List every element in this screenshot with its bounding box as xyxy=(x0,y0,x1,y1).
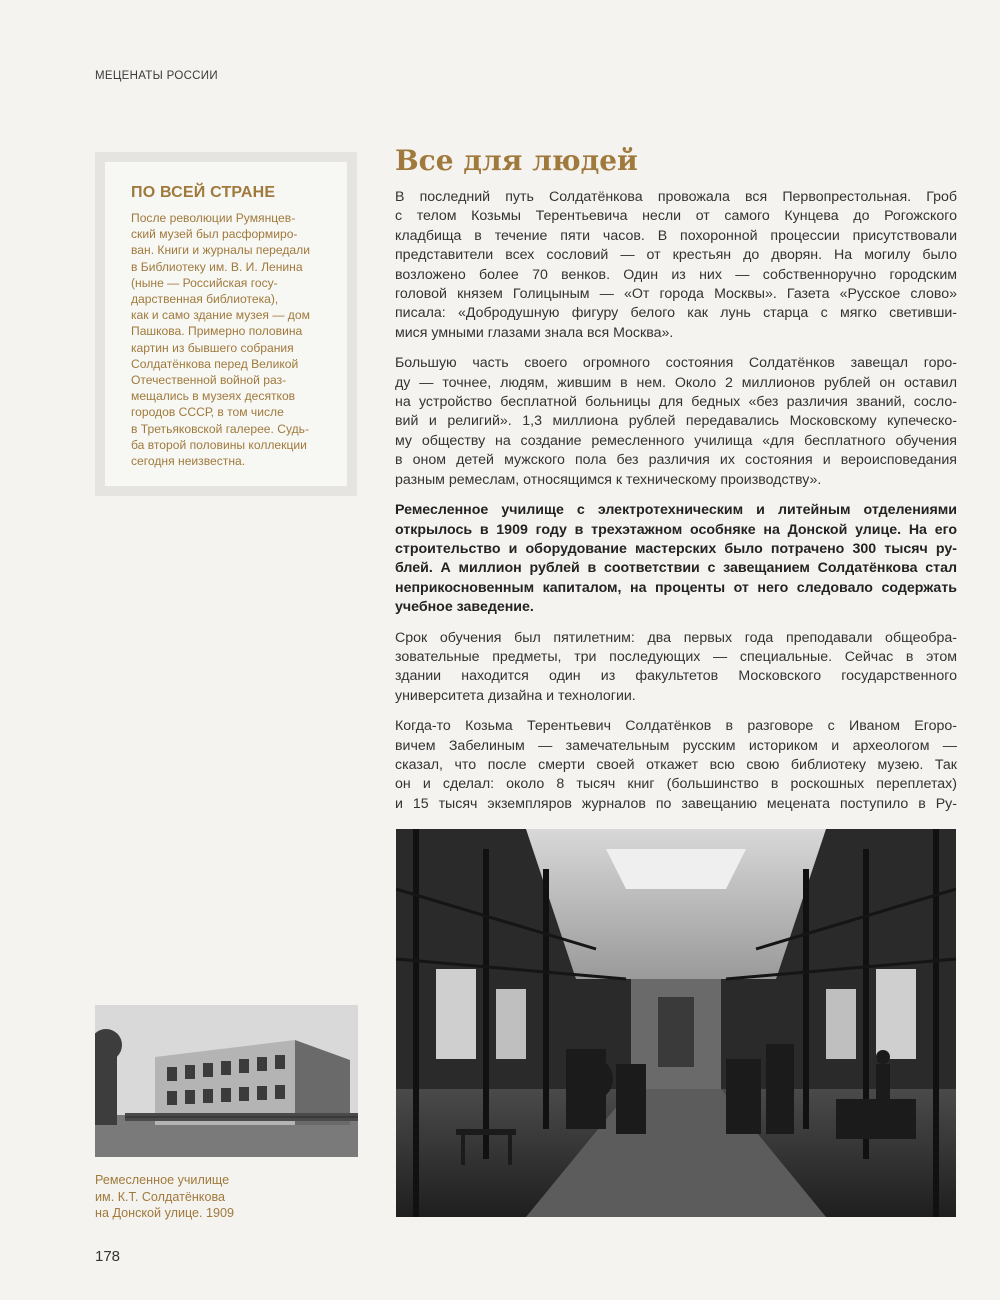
sidebar-line: ван. Книги и журналы передали xyxy=(131,243,310,258)
text-line: кладбища в течение пяти часов. В похоронной процессии присутствовали xyxy=(395,227,957,244)
page-number: 178 xyxy=(95,1248,121,1265)
sidebar-title: ПО ВСЕЙ СТРАНЕ xyxy=(131,184,276,201)
sidebar-line: После революции Румянцев- xyxy=(131,211,296,225)
text-line: Срок обучения был пятилетним: два первых года преподавали общеобра- xyxy=(395,629,957,646)
text-line: здании находится один из факультетов Московского государственного xyxy=(395,668,957,685)
text-line: неприкосновенным капиталом, на проценты от него следовало содержать xyxy=(395,579,957,596)
sidebar-line: ский музей был расформиро- xyxy=(131,227,298,242)
text-line: вичем Забелиным — замечательным русским историком и археологом — xyxy=(395,737,957,754)
article-paragraph xyxy=(395,354,957,490)
sidebar-line: дарственная библиотека), xyxy=(131,292,279,307)
sidebar-line: ба второй половины коллекции xyxy=(131,437,307,452)
sidebar-line: как и само здание музея — дом xyxy=(131,308,310,323)
sidebar-box xyxy=(95,152,357,496)
sidebar-text xyxy=(131,210,333,469)
text-line: Большую часть своего огромного состояния Солдатёнков завещал горо- xyxy=(395,355,957,372)
article-paragraph xyxy=(395,188,957,343)
text-line: Когда-то Козьма Терентьевич Солдатёнков в разговоре с Иваном Егоро- xyxy=(395,718,957,735)
text-line: писала: «Добродушную фигуру белого как лунь старца с мягко светивши- xyxy=(395,305,957,322)
text-line: с телом Козьмы Терентьевича несли от самого Кунцева до Рогожского xyxy=(395,208,957,225)
article-body xyxy=(395,188,957,814)
text-line: возложено более 70 венков. Один из них — собственноручно городским xyxy=(395,266,957,283)
caption-line: Ремесленное училище xyxy=(95,1173,230,1187)
text-line: ду — точнее, людям, жившим в нем. Около 2 миллионов рублей он оставил xyxy=(395,374,957,391)
text-line: разным ремеслам, относящимся к техническому производству». xyxy=(395,471,822,488)
school-building-photo xyxy=(95,1005,358,1157)
caption-line: им. К.Т. Солдатёнкова xyxy=(95,1189,226,1204)
sidebar-line: картин из бывшего собрания xyxy=(131,340,294,355)
text-line: университета дизайна и технологии. xyxy=(395,687,636,704)
article-paragraph xyxy=(395,501,957,617)
text-line: в оном детей мужского пола без различия их состояния и вероисповедания xyxy=(395,452,957,469)
article-heading: Все для людей xyxy=(395,144,638,177)
text-line: на устройство бесплатной больницы для бедных «без различия званий, сосло- xyxy=(395,394,957,411)
text-line: он и сделал: около 8 тысяч книг (большинство в роскошных переплетах) xyxy=(395,776,957,793)
running-header: МЕЦЕНАТЫ РОССИИ xyxy=(95,70,218,82)
text-line: учебное заведение. xyxy=(395,599,534,616)
caption-line: на Донской улице. 1909 xyxy=(95,1206,235,1220)
sidebar-line: в Библиотеку им. В. И. Ленина xyxy=(131,259,303,274)
text-line: мися умными глазами знала вся Москва». xyxy=(395,324,674,341)
sidebar-line: городов СССР, в том числе xyxy=(131,405,284,420)
sidebar-line: (ныне — Российская госу- xyxy=(131,275,278,290)
sidebar-line: в Третьяковской галерее. Судь- xyxy=(131,421,310,436)
text-line: зовательные предметы, три последующих — специальные. Сейчас в этом xyxy=(395,648,957,665)
sidebar-line: Пашкова. Примерно половина xyxy=(131,324,303,339)
article-paragraph xyxy=(395,629,957,707)
photo-caption xyxy=(95,1172,234,1222)
sidebar-line: Солдатёнкова перед Великой xyxy=(131,356,299,371)
text-line: представители всех сословий — от крестьян до дворян. На могилу было xyxy=(395,247,957,264)
text-line: открылось в 1909 году в трехэтажном особняке на Донской улице. На его xyxy=(395,521,957,538)
text-line: строительство и оборудование мастерских было потрачено 300 тысяч ру- xyxy=(395,540,957,557)
sidebar-line: сегодня неизвестна. xyxy=(131,454,246,469)
text-line: сказал, что после смерти своей откажет всю свою библиотеку музею. Так xyxy=(395,756,957,773)
text-line: блей. А миллион рублей в соответствии с завещанием Солдатёнкова стал xyxy=(395,560,957,577)
text-line: В последний путь Солдатёнкова провожала вся Первопрестольная. Гроб xyxy=(395,189,957,205)
text-line: вий и религий». 1,3 миллиона рублей передавались Московскому купеческо- xyxy=(395,413,957,430)
text-line: Ремесленное училище с электротехническим и литейным отделениями xyxy=(395,502,957,519)
article xyxy=(395,142,957,825)
text-line: и 15 тысяч экземпляров журналов по завещанию мецената поступило в Ру- xyxy=(395,795,957,812)
text-line: головой князем Голицыным — «От города Москвы». Газета «Русское слово» xyxy=(395,286,957,303)
text-line: му обществу на создание ремесленного училища «для бесплатного обучения xyxy=(395,432,957,449)
workshop-interior-photo xyxy=(396,829,956,1217)
sidebar-line: Отечественной войной раз- xyxy=(131,373,287,388)
article-paragraph xyxy=(395,717,957,814)
sidebar-line: мещались в музеях десятков xyxy=(131,389,296,404)
